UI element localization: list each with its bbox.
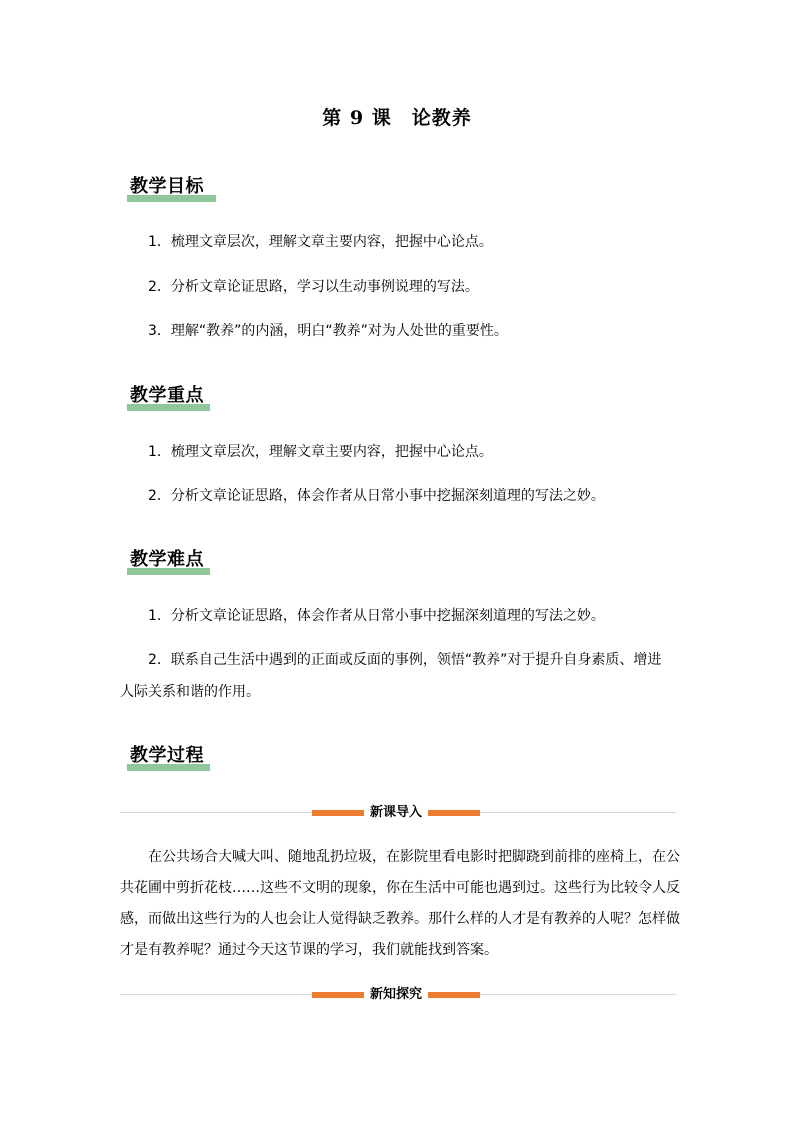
divider-intro: [120, 803, 676, 823]
divider-accent-right: [428, 810, 480, 816]
difficulty-item-2-continued: 人际关系和谐的作用。: [120, 684, 260, 700]
page-title: 第 9 课 论教养: [322, 107, 472, 129]
key-point-item-1: 1．梳理文章层次，理解文章主要内容，把握中心论点。: [148, 444, 493, 460]
intro-paragraph: [120, 842, 680, 966]
goal-item-1: 1．梳理文章层次，理解文章主要内容，把握中心论点。: [148, 234, 493, 250]
section-heading-difficulties: [130, 549, 204, 575]
intro-line-2: 共花圃中剪折花枝……这些不文明的现象，你在生活中可能也遇到过。这些行为比较令人反: [120, 880, 680, 896]
section-heading-label: 教学难点: [130, 549, 204, 570]
section-heading-goals: [130, 176, 210, 202]
section-heading-label: 教学重点: [130, 385, 204, 406]
divider-new-knowledge: [120, 985, 676, 1005]
intro-line-1: 在公共场合大喊大叫、随地乱扔垃圾，在影院里看电影时把脚跷到前排的座椅上，在公: [148, 849, 680, 865]
divider-label: 新知探究: [364, 985, 428, 1005]
divider-label: 新课导入: [364, 803, 428, 823]
divider-accent-right: [428, 992, 480, 998]
intro-line-3: 感，而做出这些行为的人也会让人觉得缺乏教养。那什么样的人才是有教养的人呢？怎样做: [120, 911, 680, 927]
divider-accent-left: [312, 810, 364, 816]
goal-item-3: 3．理解“教养”的内涵，明白“教养”对为人处世的重要性。: [148, 323, 508, 339]
difficulty-item-2: 2．联系自己生活中遇到的正面或反面的事例，领悟“教养”对于提升自身素质、增进: [148, 652, 662, 668]
difficulty-item-1: 1．分析文章论证思路，体会作者从日常小事中挖掘深刻道理的写法之妙。: [148, 608, 605, 624]
intro-line-4: 才是有教养呢？通过今天这节课的学习，我们就能找到答案。: [120, 942, 498, 958]
section-heading-label: 教学过程: [130, 745, 204, 766]
goal-item-2: 2．分析文章论证思路，学习以生动事例说理的写法。: [148, 279, 479, 295]
section-heading-process: [130, 745, 204, 771]
section-heading-label: 教学目标: [130, 176, 204, 197]
section-heading-key-points: [130, 385, 204, 411]
key-point-item-2: 2．分析文章论证思路，体会作者从日常小事中挖掘深刻道理的写法之妙。: [148, 488, 605, 504]
divider-accent-left: [312, 992, 364, 998]
